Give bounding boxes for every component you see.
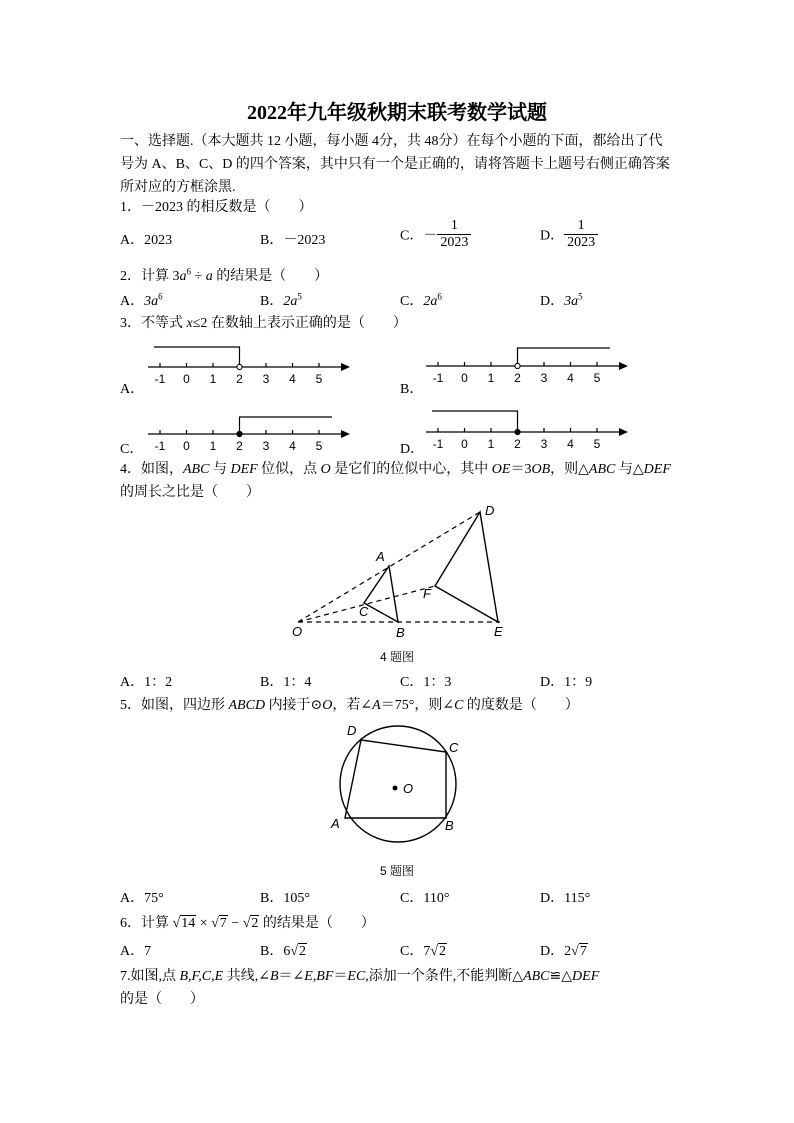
q4-t11: ，则△ bbox=[550, 462, 589, 477]
q3-a-tick-label: 1 bbox=[209, 372, 217, 386]
q7-t4: B bbox=[269, 969, 279, 984]
q3-a-tick-label: -1 bbox=[154, 372, 166, 386]
q5-t3: 内接于⊙ bbox=[265, 698, 323, 713]
q6-b-rad: 2 bbox=[299, 944, 307, 959]
q2-b-coef: 2 bbox=[283, 294, 291, 309]
q5-t5: ，若∠ bbox=[332, 698, 373, 713]
q4-label-a: A bbox=[376, 549, 385, 564]
q7-t13: ≌△ bbox=[549, 969, 573, 984]
q4-caption: 4 题图 bbox=[379, 650, 414, 664]
q4-t6: O bbox=[320, 462, 331, 477]
sqrt-icon: √7 bbox=[571, 944, 587, 959]
q3-a-tick-label: 0 bbox=[183, 372, 190, 386]
q4-option-b: B．1：4 bbox=[260, 675, 312, 690]
q1-c-denominator: 2023 bbox=[440, 235, 469, 250]
q3-d-tick-label: 4 bbox=[567, 437, 574, 451]
q6-t1: 6．计算 bbox=[120, 916, 173, 931]
q4-t12: ABC bbox=[588, 462, 616, 477]
q4-option-c: C．1：3 bbox=[400, 675, 452, 690]
q6-c-rad: 2 bbox=[439, 944, 447, 959]
q4-t4: DEF bbox=[230, 462, 258, 477]
q3-b-shade bbox=[518, 348, 611, 366]
q2-stem-var2: a bbox=[205, 269, 213, 284]
q4-t5: 位似，点 bbox=[257, 462, 321, 477]
q3-stem-var: x bbox=[186, 316, 193, 331]
sqrt-icon: √2 bbox=[242, 916, 259, 931]
q6-c-coef: 7 bbox=[423, 944, 431, 959]
sqrt-icon: √7 bbox=[211, 916, 227, 931]
q6-d-label: D． bbox=[540, 944, 565, 959]
section-instructions-line2: 号为 A、B、C、D 的四个答案，其中只有一个是正确的，请将答题卡上题号右侧正确答案 bbox=[120, 157, 670, 172]
q4-label-o: O bbox=[292, 624, 303, 639]
q3-d-arrow-icon bbox=[619, 428, 628, 436]
q3-stem-pre: 3．不等式 bbox=[120, 316, 187, 331]
q3-d-endpoint bbox=[515, 429, 520, 434]
q5-stem bbox=[120, 694, 579, 714]
sqrt-icon: √2 bbox=[290, 944, 307, 959]
q2-c-exp: 6 bbox=[437, 291, 442, 302]
q5-label-o: O bbox=[403, 781, 414, 796]
q7-t2: B,F,C,E bbox=[179, 969, 224, 984]
q2-a-label: A． bbox=[120, 294, 145, 309]
q5-label-c: C bbox=[449, 740, 459, 755]
q3-c-tick-label: 0 bbox=[183, 439, 190, 453]
q2-stem-pre: 2．计算 3 bbox=[120, 269, 180, 284]
q5-option-c: C．110° bbox=[400, 891, 450, 906]
page-title: 2022年九年级秋期末联考数学试题 bbox=[247, 102, 547, 124]
q7-stem-line2: 的是（ ） bbox=[120, 992, 204, 1007]
q2-d-var: a bbox=[571, 294, 579, 309]
q2-stem-mid: ÷ bbox=[191, 269, 206, 284]
q3-a-tick-label: 2 bbox=[236, 372, 243, 386]
q6-option-a: A．7 bbox=[120, 944, 152, 959]
q5-circle bbox=[340, 726, 456, 842]
q6-option-c bbox=[400, 940, 447, 960]
q2-b-var: a bbox=[290, 294, 298, 309]
q6-option-d bbox=[540, 940, 588, 960]
q4-label-c: C bbox=[359, 604, 369, 619]
q4-t7: 是它们的位似中心，其中 bbox=[330, 462, 492, 477]
q3-b-arrow-icon bbox=[619, 362, 628, 370]
q3-a-arrow-icon bbox=[341, 363, 350, 371]
q5-label-d: D bbox=[347, 723, 357, 738]
q6-d-coef: 2 bbox=[564, 944, 572, 959]
q2-a-coef: 3 bbox=[144, 294, 152, 309]
q1-option-d-label: D． bbox=[540, 228, 565, 244]
q4-t14: DEF bbox=[643, 462, 671, 477]
q5-t7: ＝75°，则∠ bbox=[380, 698, 455, 713]
q4-stem-line1 bbox=[120, 458, 671, 478]
q3-d-tick-label: -1 bbox=[432, 437, 444, 451]
q3-c-tick-label: 2 bbox=[236, 439, 243, 453]
q3-d-tick-label: 2 bbox=[514, 437, 521, 451]
q5-option-b: B．105° bbox=[260, 891, 310, 906]
q7-stem-line1 bbox=[120, 965, 599, 985]
q7-t7: , bbox=[312, 969, 317, 984]
q2-d-label: D． bbox=[540, 294, 565, 309]
q7-t6: E bbox=[304, 969, 313, 984]
q3-option-c: C． bbox=[120, 442, 144, 457]
q6-rad1: 14 bbox=[181, 916, 196, 931]
q4-option-a: A．1：2 bbox=[120, 675, 173, 690]
q5-t1: 5．如图，四边形 bbox=[120, 698, 229, 713]
q7-t14: DEF bbox=[572, 969, 600, 984]
q3-b-tick-label: 0 bbox=[461, 371, 468, 385]
q3-d-tick-label: 3 bbox=[540, 437, 548, 451]
q4-label-d: D bbox=[485, 503, 495, 518]
q3-c-tick-label: 1 bbox=[209, 439, 217, 453]
q4-label-e: E bbox=[494, 624, 503, 639]
q5-t6: A bbox=[372, 698, 381, 713]
sqrt-icon: √2 bbox=[430, 944, 447, 959]
q1-option-a: A．2023 bbox=[120, 233, 173, 248]
q4-figure bbox=[280, 500, 540, 645]
q4-t13: 与△ bbox=[615, 462, 644, 477]
q1-option-c-label: C．－ bbox=[400, 228, 438, 244]
q7-t12: ABC bbox=[523, 969, 550, 984]
q5-quadrilateral bbox=[345, 740, 446, 818]
q3-b-tick-label: 1 bbox=[487, 371, 495, 385]
q6-t3: − bbox=[227, 916, 243, 931]
q2-d-exp: 5 bbox=[578, 291, 583, 302]
q6-b-coef: 6 bbox=[283, 944, 291, 959]
q3-b-tick-label: 4 bbox=[567, 371, 574, 385]
q3-c-tick-label: 4 bbox=[289, 439, 296, 453]
q6-option-b bbox=[260, 940, 307, 960]
q4-t1: 4．如图， bbox=[120, 462, 183, 477]
q6-d-rad: 7 bbox=[579, 944, 587, 959]
q6-b-label: B． bbox=[260, 944, 284, 959]
section-instructions-line1: 一、选择题.（本大题共 12 小题，每小题 4分，共 48分）在每个小题的下面，都给出了代 bbox=[120, 134, 663, 149]
q3-a-endpoint bbox=[237, 364, 242, 369]
q3-c-tick-label: 5 bbox=[315, 439, 323, 453]
sqrt-icon: √14 bbox=[172, 916, 196, 931]
q3-c-tick-label: 3 bbox=[262, 439, 270, 453]
q5-caption: 5 题图 bbox=[379, 864, 414, 878]
q5-t8: C bbox=[454, 698, 464, 713]
q1-d-denominator: 2023 bbox=[567, 235, 596, 250]
q5-option-a: A．75° bbox=[120, 891, 164, 906]
q3-d-tick-label: 5 bbox=[593, 437, 601, 451]
q4-t9: ＝3 bbox=[510, 462, 532, 477]
q5-t2: ABCD bbox=[228, 698, 266, 713]
q4-label-f: F bbox=[423, 586, 431, 601]
q3-b-tick-label: -1 bbox=[432, 371, 444, 385]
q4-triangle-def bbox=[435, 512, 498, 622]
q3-b-tick-label: 3 bbox=[540, 371, 548, 385]
q3-a-tick-label: 3 bbox=[262, 372, 270, 386]
q2-stem-var: a bbox=[179, 269, 187, 284]
q3-b-tick-label: 5 bbox=[593, 371, 601, 385]
q5-option-d: D．115° bbox=[540, 891, 591, 906]
q7-t3: 共线,∠ bbox=[223, 969, 270, 984]
section-instructions-line3: 所对应的方框涂黑. bbox=[120, 180, 236, 195]
q2-d-coef: 3 bbox=[564, 294, 572, 309]
q2-stem-post: 的结果是（ ） bbox=[212, 269, 329, 284]
q1-option-b: B．－2023 bbox=[260, 233, 326, 248]
q6-rad3: 2 bbox=[251, 916, 259, 931]
q2-c-coef: 2 bbox=[423, 294, 431, 309]
q7-t10: EC bbox=[347, 969, 366, 984]
q4-triangle-abc bbox=[364, 566, 398, 622]
q2-a-exp: 6 bbox=[158, 291, 163, 302]
q7-t11: ,添加一个条件,不能判断△ bbox=[365, 969, 524, 984]
q5-t4: O bbox=[322, 698, 333, 713]
q6-t4: 的结果是（ ） bbox=[259, 916, 375, 931]
q7-t9: ＝ bbox=[333, 969, 348, 984]
q3-d-tick-label: 1 bbox=[487, 437, 495, 451]
q1-c-numerator: 1 bbox=[437, 218, 471, 235]
q5-t9: 的度数是（ ） bbox=[463, 698, 579, 713]
q3-option-a: A． bbox=[120, 382, 145, 397]
q3-option-d: D． bbox=[400, 442, 425, 457]
q2-b-exp: 5 bbox=[297, 291, 302, 302]
q4-option-d: D．1：9 bbox=[540, 675, 593, 690]
q3-c-tick-label: -1 bbox=[154, 439, 166, 453]
q2-stem-exp: 6 bbox=[186, 266, 191, 277]
q7-t8: BF bbox=[316, 969, 334, 984]
q7-t1: 7.如图,点 bbox=[120, 969, 180, 984]
q3-option-b: B． bbox=[400, 382, 424, 397]
q2-c-var: a bbox=[430, 294, 438, 309]
q6-rad2: 7 bbox=[219, 916, 227, 931]
q3-a-shade bbox=[154, 347, 240, 367]
q3-c-endpoint bbox=[237, 431, 242, 436]
q6-c-label: C． bbox=[400, 944, 424, 959]
q3-stem-post: ≤2 在数轴上表示正确的是（ ） bbox=[192, 316, 407, 331]
q2-b-label: B． bbox=[260, 294, 284, 309]
q4-t8: OE bbox=[491, 462, 511, 477]
q6-t2: × bbox=[196, 916, 212, 931]
q2-a-var: a bbox=[151, 294, 159, 309]
q7-t5: ＝∠ bbox=[278, 969, 305, 984]
q3-c-shade bbox=[240, 417, 333, 434]
q3-a-tick-label: 5 bbox=[315, 372, 323, 386]
q5-figure bbox=[325, 718, 470, 843]
q1-stem: 1．－2023 的相反数是（ ） bbox=[120, 200, 313, 215]
q3-a-tick-label: 4 bbox=[289, 372, 296, 386]
q4-t3: 与 bbox=[209, 462, 231, 477]
q3-b-tick-label: 2 bbox=[514, 371, 521, 385]
q4-t10: OB bbox=[531, 462, 551, 477]
q3-b-endpoint bbox=[515, 363, 520, 368]
q4-label-b: B bbox=[396, 625, 405, 640]
q3-d-tick-label: 0 bbox=[461, 437, 468, 451]
q5-label-a: A bbox=[331, 816, 340, 831]
q4-t2: ABC bbox=[183, 462, 210, 477]
q2-c-label: C． bbox=[400, 294, 424, 309]
q6-stem bbox=[120, 912, 375, 932]
q3-d-shade bbox=[432, 411, 518, 432]
q5-label-b: B bbox=[445, 818, 454, 833]
q4-stem-line2: 的周长之比是（ ） bbox=[120, 485, 260, 500]
q5-center-dot bbox=[393, 786, 398, 791]
q1-d-numerator: 1 bbox=[564, 218, 598, 235]
q3-c-arrow-icon bbox=[341, 430, 350, 438]
